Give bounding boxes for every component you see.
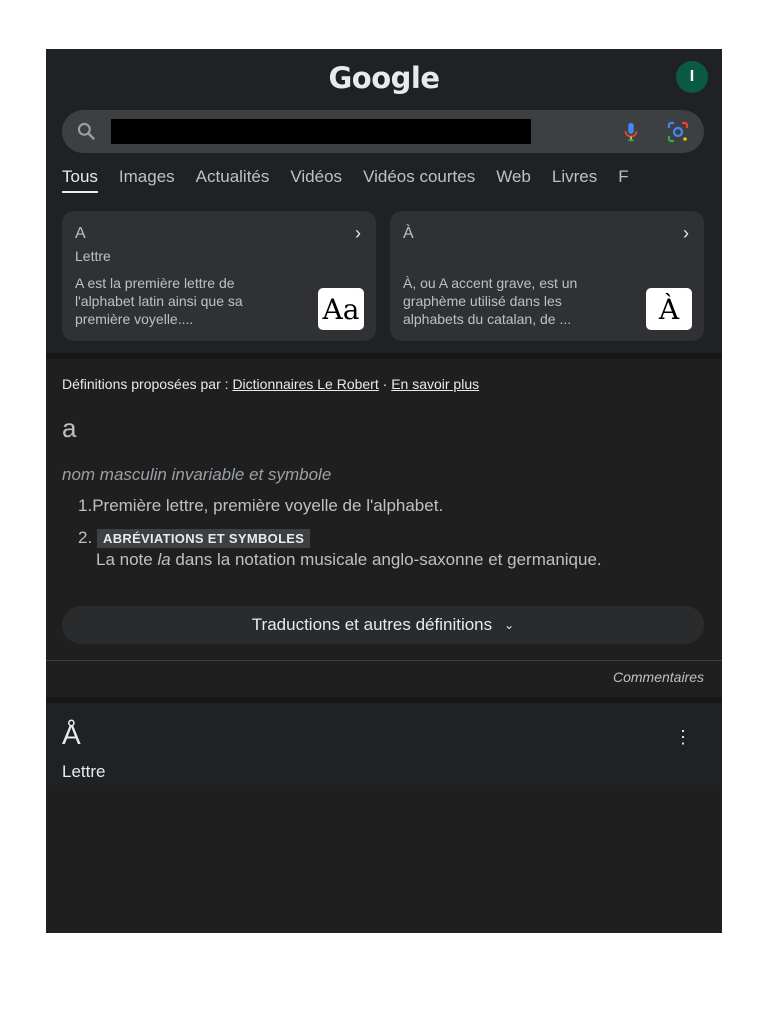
search-input[interactable] bbox=[111, 119, 531, 144]
tab-short-videos[interactable]: Vidéos courtes bbox=[363, 167, 476, 186]
tab-news[interactable]: Actualités bbox=[195, 167, 270, 186]
tab-books[interactable]: Livres bbox=[551, 167, 598, 186]
card-subtitle: Lettre bbox=[75, 248, 111, 264]
google-logo[interactable]: Google bbox=[328, 61, 440, 95]
definition-italic-word: la bbox=[157, 550, 171, 569]
chevron-right-icon: › bbox=[355, 223, 361, 243]
tab-all[interactable]: Tous bbox=[62, 167, 98, 193]
account-avatar[interactable]: I bbox=[676, 61, 708, 93]
part-of-speech: nom masculin invariable et symbole bbox=[62, 465, 332, 484]
definition-source bbox=[62, 376, 479, 392]
learn-more-link[interactable]: En savoir plus bbox=[391, 376, 480, 392]
card-thumbnail: À bbox=[646, 288, 692, 330]
mic-icon[interactable] bbox=[620, 120, 642, 144]
definition-item bbox=[78, 496, 443, 516]
entity-subtitle: Lettre bbox=[62, 762, 106, 781]
phone-screen bbox=[46, 49, 722, 933]
tab-web[interactable]: Web bbox=[496, 167, 531, 186]
headword: a bbox=[62, 413, 77, 443]
search-icon[interactable] bbox=[76, 121, 96, 141]
chevron-right-icon: › bbox=[683, 223, 689, 243]
section-divider bbox=[46, 353, 722, 359]
knowledge-card[interactable] bbox=[62, 211, 376, 341]
entity-title: Å bbox=[62, 719, 81, 750]
more-definitions-label: Traductions et autres définitions bbox=[251, 615, 493, 634]
entity-result[interactable] bbox=[46, 703, 722, 791]
divider bbox=[46, 660, 722, 661]
definition-text: Première lettre, première voyelle de l'alphabet. bbox=[92, 496, 444, 515]
comments-link[interactable]: Commentaires bbox=[612, 669, 704, 685]
tab-images[interactable]: Images bbox=[118, 167, 175, 186]
card-title: À bbox=[403, 225, 414, 242]
definition-number: 1. bbox=[78, 496, 93, 515]
definition-number: 2. bbox=[78, 528, 93, 547]
card-description: A est la première lettre de l'alphabet latin ainsi que sa première voyelle.... bbox=[75, 275, 243, 327]
source-separator: · bbox=[378, 376, 392, 392]
search-tabs bbox=[62, 167, 696, 197]
definition-text-part: dans la notation musicale anglo-saxonne et germanique. bbox=[170, 550, 602, 569]
tab-videos[interactable]: Vidéos bbox=[290, 167, 343, 186]
source-prefix: Définitions proposées par : bbox=[62, 376, 233, 392]
card-title: A bbox=[75, 225, 86, 242]
definition-text-part: La note bbox=[96, 550, 158, 569]
dictionary-link[interactable]: Dictionnaires Le Robert bbox=[232, 376, 379, 392]
knowledge-card[interactable] bbox=[390, 211, 704, 341]
definition-text bbox=[96, 550, 602, 570]
more-definitions-button[interactable] bbox=[62, 606, 704, 644]
category-badge: ABRÉVIATIONS ET SYMBOLES bbox=[97, 529, 310, 548]
search-bar[interactable] bbox=[62, 110, 704, 153]
card-thumbnail: Aa bbox=[318, 288, 364, 330]
tab-more[interactable]: F bbox=[618, 167, 629, 186]
chevron-down-icon: ⌄ bbox=[504, 618, 515, 632]
lens-icon[interactable] bbox=[666, 120, 690, 144]
card-description: À, ou A accent grave, est un graphème utilisé dans les alphabets du catalan, de ... bbox=[403, 275, 578, 327]
more-vert-icon[interactable]: ⋮ bbox=[674, 727, 692, 747]
